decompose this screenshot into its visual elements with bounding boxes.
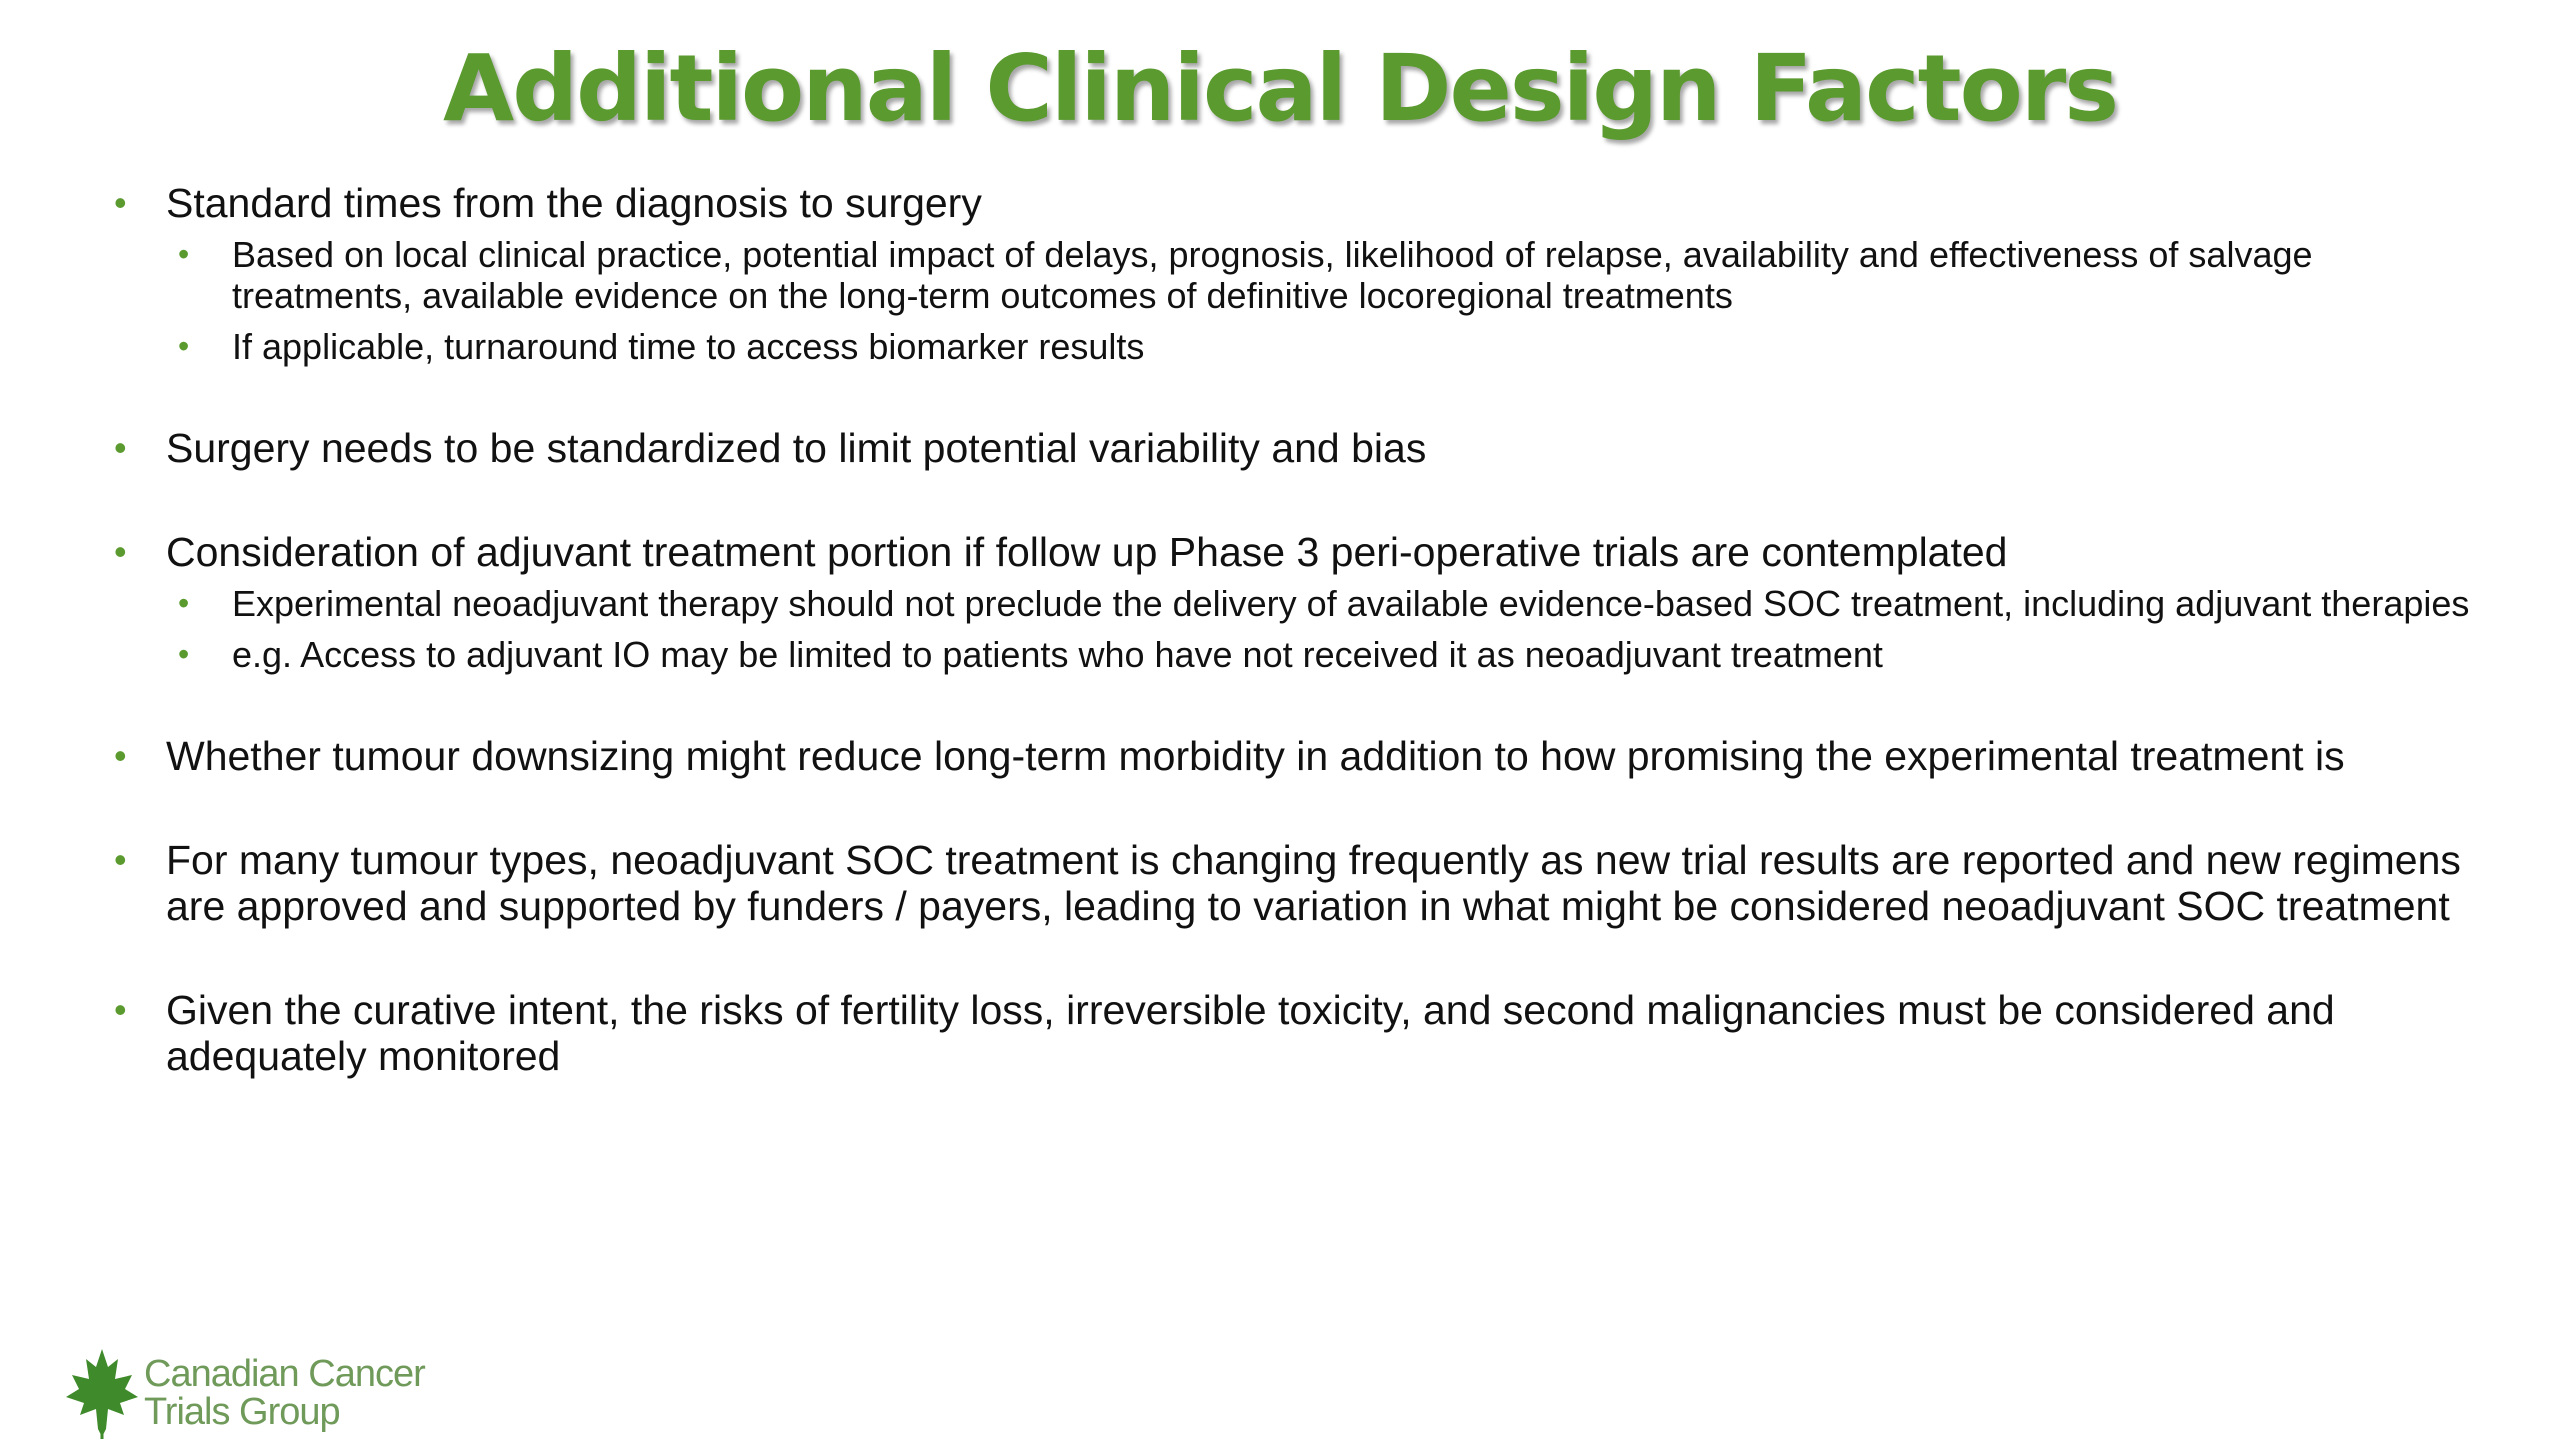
bullet-item [110,529,2490,675]
bullet-text: Standard times from the diagnosis to surgery [166,180,982,226]
bullet-item [110,733,2490,779]
bullet-text: Surgery needs to be standardized to limit potential variability and bias [166,425,1427,471]
bullet-text: Whether tumour downsizing might reduce long-term morbidity in addition to how promising the experimental treatment is [166,733,2345,779]
bullet-list [110,180,2490,1079]
logo [62,1345,462,1440]
logo-text-line1: Canadian Cancer [144,1353,425,1395]
sub-bullet-item [166,234,2490,316]
sub-bullet-item [166,583,2490,624]
sub-bullet-text: e.g. Access to adjuvant IO may be limited to patients who have not received it as neoadjuvant treatment [232,634,1883,675]
bullet-icon: • [114,182,127,223]
page-title: Additional Clinical Design Factors [443,35,2117,142]
sub-bullet-item [166,326,2490,367]
bullet-icon: • [114,735,127,776]
sub-bullet-icon: • [178,328,190,364]
bullet-item [110,180,2490,367]
bullet-item [110,837,2490,929]
logo-text-line2: Trials Group [144,1391,340,1433]
bullet-icon: • [114,427,127,468]
bullet-icon: • [114,989,127,1030]
bullet-text: For many tumour types, neoadjuvant SOC treatment is changing frequently as new trial results are reported and new regimens are approved and supported by funders / payers, leading to variation in what might be considered neoadjuvant SOC treatment [166,837,2461,929]
maple-leaf-icon [62,1345,142,1440]
bullet-text: Given the curative intent, the risks of fertility loss, irreversible toxicity, and second malignancies must be considered and adequately monitored [166,987,2335,1079]
sub-bullet-text: If applicable, turnaround time to access biomarker results [232,326,1145,367]
sub-bullet-item [166,634,2490,675]
bullet-item [110,987,2490,1079]
sub-bullet-icon: • [178,636,190,672]
sub-bullet-icon: • [178,585,190,621]
bullet-icon: • [114,531,127,572]
bullet-icon: • [114,839,127,880]
sub-bullet-icon: • [178,236,190,272]
sub-bullet-list [166,583,2490,675]
bullet-item [110,425,2490,471]
sub-bullet-text: Experimental neoadjuvant therapy should not preclude the delivery of available evidence-based SOC treatment, including adjuvant therapies [232,583,2470,624]
sub-bullet-text: Based on local clinical practice, potential impact of delays, prognosis, likelihood of relapse, availability and effectiveness of salvage treatments, available evidence on the long-term outcomes of definitive locoregional treatments [232,234,2313,316]
sub-bullet-list [166,234,2490,367]
bullet-text: Consideration of adjuvant treatment portion if follow up Phase 3 peri-operative trials are contemplated [166,529,2008,575]
slide-content [110,180,2490,1137]
logo-text [144,1355,425,1431]
